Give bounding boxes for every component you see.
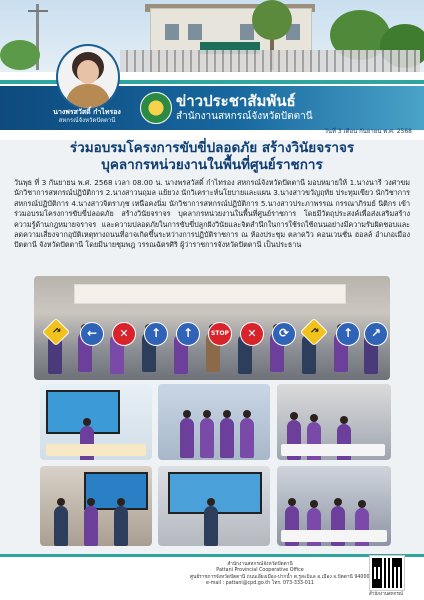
wall-banner [74, 284, 346, 304]
building-window [165, 24, 179, 40]
headline-line-1: ร่วมอบรมโครงการขับขี่ปลอดภัย สร้างวินัยจราจร [69, 140, 355, 156]
footer-address-line: ศูนย์ราชการจังหวัดปัตตานี ถนนเลี่ยงเมือง-ปากน้ำ ต.รูสะมิแล อ.เมือง จ.ปัตตานี 94000 [190, 574, 370, 580]
official-portrait [56, 44, 120, 110]
photo-participants-standing [158, 384, 270, 460]
traffic-sign-roundabout-icon: ⟳ [272, 322, 296, 346]
building-window [188, 24, 202, 40]
official-name: นางพรสวัสดิ์ ก๋าไทรอง [53, 108, 121, 116]
photo-seated-audience [277, 384, 391, 460]
headline [10, 140, 414, 174]
building-window [240, 24, 254, 40]
page-title: ข่าวประชาสัมพันธ์ [176, 92, 296, 110]
traffic-sign-no-entry-icon: ✕ [240, 322, 264, 346]
official-name-box [48, 108, 126, 130]
photo-audience-hall [277, 466, 391, 546]
traffic-sign-straight-icon: ↑ [144, 322, 168, 346]
table [281, 444, 385, 456]
person [240, 418, 254, 458]
photo-speaker [158, 466, 270, 546]
person [114, 506, 128, 546]
photo-sign-demo [40, 466, 152, 546]
portrait-face [77, 60, 99, 84]
traffic-sign-no-entry-icon: ✕ [112, 322, 136, 346]
footer-office-name: สำนักงานสหกรณ์จังหวัดปัตตานี [227, 562, 293, 567]
office-emblem-icon [140, 92, 172, 124]
table [46, 444, 146, 456]
group-photo [34, 276, 390, 380]
header-banner [0, 0, 424, 140]
table [281, 530, 387, 542]
fence [120, 50, 420, 72]
person [84, 506, 98, 546]
tree [0, 40, 40, 70]
person [220, 418, 234, 458]
person [54, 506, 68, 546]
traffic-sign-turn-icon: ↱ [300, 318, 328, 346]
official-position: สหกรณ์จังหวัดปัตตานี [58, 117, 116, 124]
traffic-sign-left-icon: ← [80, 322, 104, 346]
person [180, 418, 194, 458]
page-subtitle: สำนักงานสหกรณ์จังหวัดปัตตานี [176, 111, 313, 122]
article-body: วันพุธ ที่ 3 กันยายน พ.ศ. 2568 เวลา 08.00 น. นางพรสวัสดิ์ ก๋าไทรอง สหกรณ์จังหวัดปัตตานี มอบหมายให้ 1.นางนารี วงศาขม นักวิชาการสหกรณ์ปฏิบัติการ 2.นางสาวนฤมล แย้ยวง นักวิเคราะห์นโยบายและแผน 3.นางสาวขวัญฤทัย ประทุมเขียว นักวิชาการสหกรณ์ปฏิบัติการ 4.นางสาวจิตราภุช เหนือคงนิ่ม นักวิชาการสหกรณ์ปฏิบัติการ 5.นางสาวประภาพรรณ กรรณาภิรมย์ นิติกร เข้าร่วมอบรมโครงการขับขี่ปลอดภัย สร้างวินัยจราจร บุคลากรหน่วยงานในพื้นที่ศูนย์ราชการ โดยมีวัตถุประสงค์เพื่อส่งเสริมสร้างความรู้ด้านกฎหมายจราจร และความปลอดภัยในการขับขี่ปลูกฝังวินัยและจิตสำนึกในการใช้รถใช้ถนนอย่างมีความรับผิดชอบและลดความเสี่ยงจากอุบัติเหตุทางถนนที่อาจเกิดขึ้นระหว่างการปฏิบัติราชการ ณ ห้องประชุม ตลาดวิว คอนเวนชั่น ฮอลล์ อำเภอเมืองปัตตานี จังหวัดปัตตานี โดยมีนายชุมพฎ วรรณฉัตรศิริ ผู้ว่าราชการจังหวัดปัตตานี เป็นประธาน [14, 178, 410, 250]
traffic-sign-diagonal-icon: ↗ [364, 322, 388, 346]
traffic-sign-straight-icon: ↑ [336, 322, 360, 346]
palm-tree [252, 0, 292, 40]
footer-office-name-en: Pattani Provincial Cooperative Office [216, 568, 304, 574]
traffic-sign-straight-icon: ↑ [176, 322, 200, 346]
headline-line-2: บุคลากรหน่วยงานในพื้นที่ศูนย์ราชการ [101, 157, 323, 173]
qr-code-icon[interactable] [370, 556, 404, 590]
traffic-sign-stop-icon: STOP [208, 322, 232, 346]
portrait-body [66, 84, 110, 110]
person [200, 418, 214, 458]
qr-label: สำนักงานสหกรณ์ [369, 592, 403, 597]
utility-pole-bar [28, 10, 48, 12]
footer-contact: e-mail : pattani@cpd.go.th โทร. 073-333-011 [206, 581, 314, 587]
speaker [204, 506, 218, 546]
footer-address [190, 562, 370, 588]
traffic-sign-turn-icon: ↱ [42, 318, 70, 346]
publish-date: วันที่ 3 เดือน กันยายน พ.ศ. 2568 [324, 128, 412, 135]
photo-presentation [40, 384, 152, 460]
footer-stripe [0, 554, 424, 557]
